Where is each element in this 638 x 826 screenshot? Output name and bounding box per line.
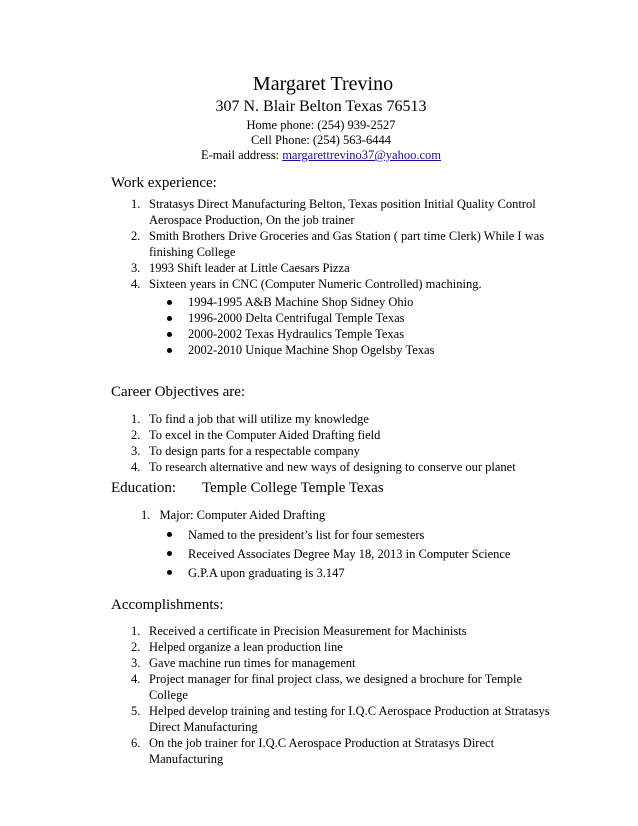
list-item: 1994-1995 A&B Machine Shop Sidney Ohio [164,294,544,310]
list-item: 2. Helped organize a lean production line [131,640,343,654]
list-item: 4. Project manager for final project class, we designed a brochure for Temple College [131,672,523,702]
cell-phone: Cell Phone: (254) 563-6444 [251,133,391,147]
career-objectives-heading: Career Objectives are: [111,384,246,400]
applicant-name: Margaret Trevino [252,73,394,95]
list-item: Named to the president’s list for four semesters [164,526,564,545]
education-details-list [164,526,564,583]
list-item: 4. To research alternative and new ways of designing to conserve our planet [131,460,516,474]
resume-header [0,72,638,163]
list-item: 1. Received a certificate in Precision Measurement for Machinists [131,624,467,638]
work-experience-list [131,196,561,292]
list-item: 3. Gave machine run times for management [131,656,356,670]
list-item: 2. Smith Brothers Drive Groceries and Gas Station ( part time Clerk) While I was finishing College [131,229,545,259]
list-item: 1. To find a job that will utilize my knowledge [131,412,369,426]
machining-history-list [164,294,544,358]
list-item: 4. Sixteen years in CNC (Computer Numeric Controlled) machining. [131,277,482,291]
email-link[interactable]: margarettrevino37@yahoo.com [282,148,442,162]
education-school: Temple College Temple Texas [202,480,384,496]
list-item: 2002-2010 Unique Machine Shop Ogelsby Texas [164,342,544,358]
home-phone: Home phone: (254) 939-2527 [246,118,396,132]
list-item: 1. Stratasys Direct Manufacturing Belton, Texas position Initial Quality Control Aerospace Production, On the job trainer [131,197,536,227]
list-item: G.P.A upon graduating is 3.147 [164,564,564,583]
list-item: 1996-2000 Delta Centrifugal Temple Texas [164,310,544,326]
list-item: 3. To design parts for a respectable company [131,444,360,458]
education-major: 1. Major: Computer Aided Drafting [141,508,326,522]
applicant-address: 307 N. Blair Belton Texas 76513 [215,98,427,115]
education-heading: Education: [111,480,176,496]
list-item: 2. To excel in the Computer Aided Drafting field [131,428,381,442]
list-item: 2000-2002 Texas Hydraulics Temple Texas [164,326,544,342]
list-item: 6. On the job trainer for I.Q.C Aerospace Production at Stratasys Direct Manufacturing [131,736,495,766]
accomplishments-list [131,623,561,767]
accomplishments-heading: Accomplishments: [111,597,224,613]
list-item: Received Associates Degree May 18, 2013 in Computer Science [164,545,564,564]
career-objectives-list [131,411,571,475]
email-line [4,148,638,163]
work-experience-heading: Work experience: [111,175,217,191]
list-item: 3. 1993 Shift leader at Little Caesars Pizza [131,261,350,275]
list-item: 5. Helped develop training and testing for I.Q.C Aerospace Production at Stratasys Direct Manufacturing [131,704,550,734]
email-label: E-mail address: [200,148,280,162]
